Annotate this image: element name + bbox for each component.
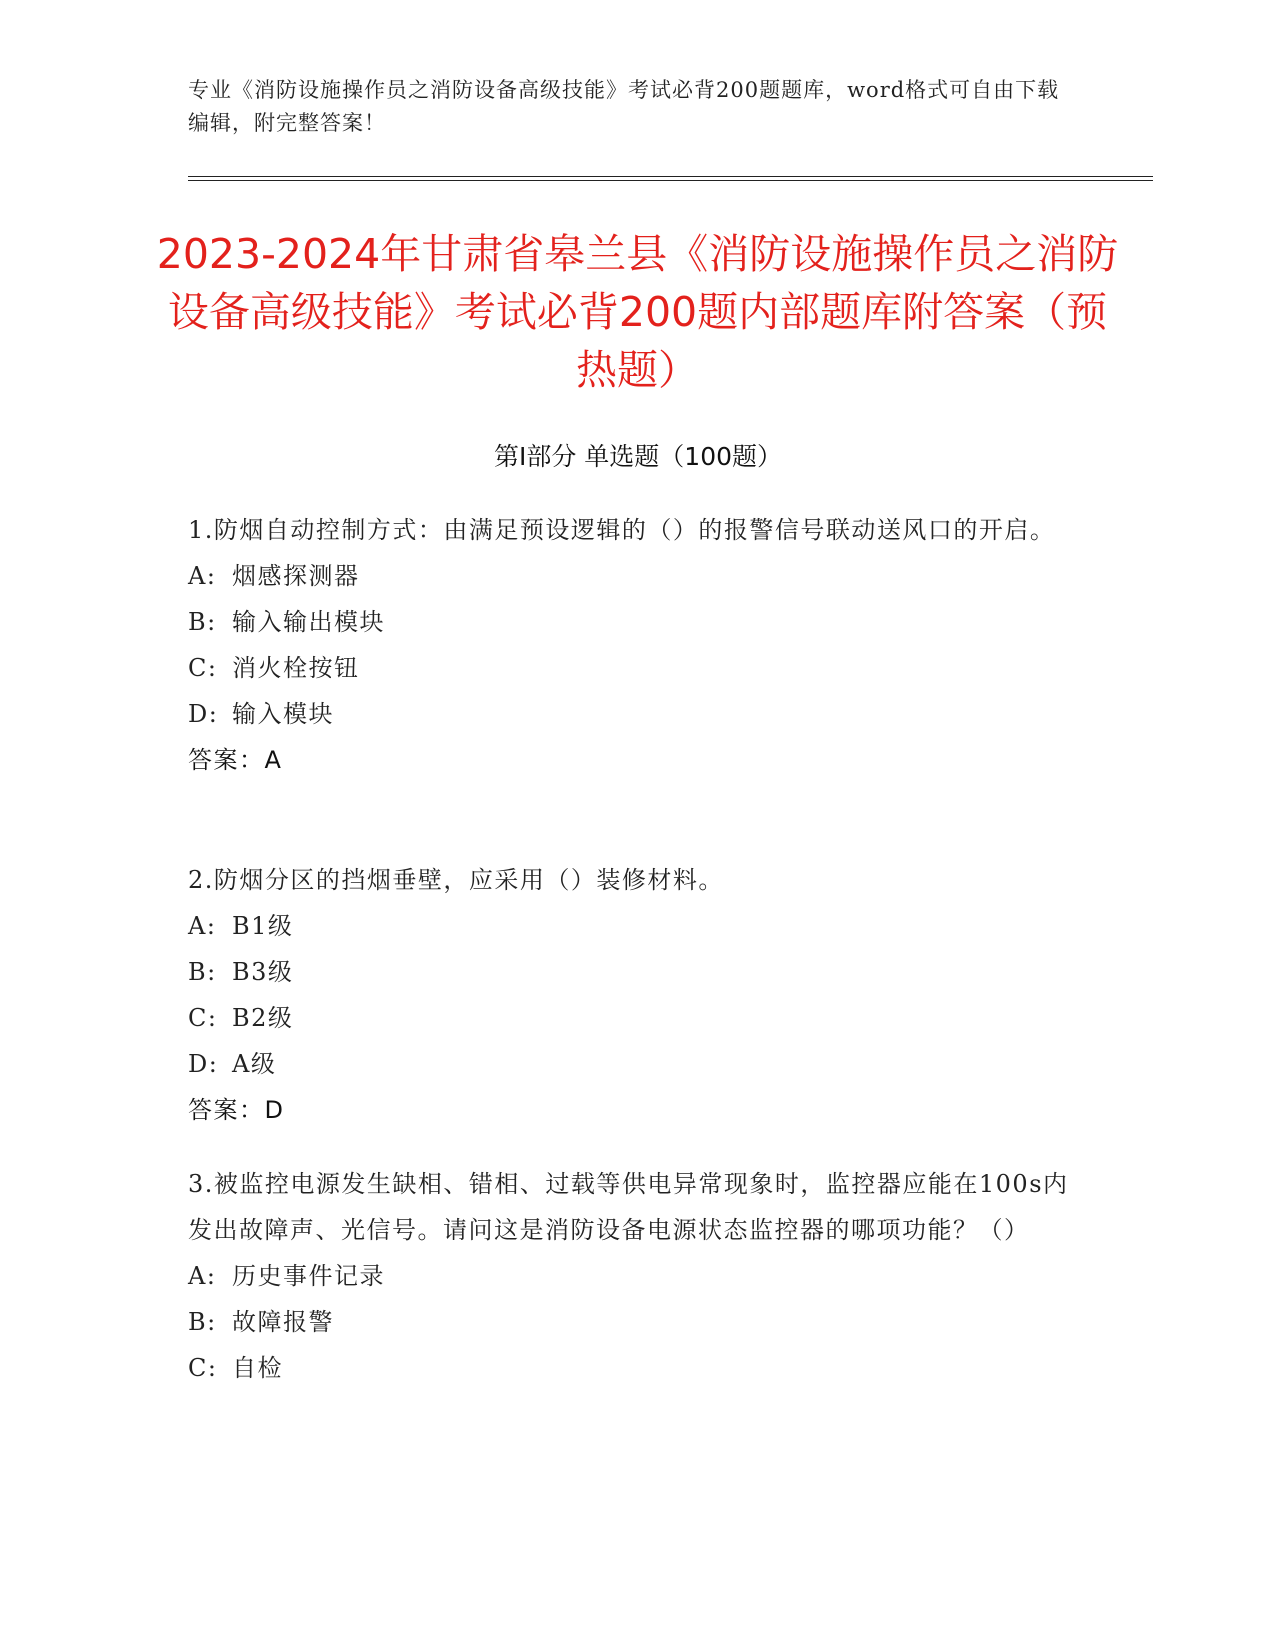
option-text: 输入输出模块 [232, 608, 385, 636]
option-d [188, 1041, 1078, 1087]
option-key: C: [188, 1004, 218, 1032]
option-text: B2级 [232, 1004, 294, 1032]
option-text: 输入模块 [232, 700, 334, 728]
option-key: D: [188, 1050, 219, 1078]
header-divider-bottom [188, 180, 1153, 181]
answer-line [188, 737, 1078, 783]
option-key: B: [188, 1308, 217, 1336]
option-b [188, 1299, 1078, 1345]
option-c [188, 995, 1078, 1041]
option-text: A级 [232, 1050, 277, 1078]
option-text: 消火栓按钮 [232, 654, 360, 682]
question-block-3 [188, 1161, 1078, 1391]
question-stem: 2.防烟分区的挡烟垂壁，应采用（）装修材料。 [188, 866, 724, 894]
section-title: 第I部分 单选题（100题） [493, 442, 783, 471]
option-a [188, 903, 1078, 949]
document-title: 2023-2024年甘肃省皋兰县《消防设施操作员之消防设备高级技能》考试必背200题内部题库附答案（预热题） [156, 230, 1119, 394]
option-c [188, 1345, 1078, 1391]
option-b [188, 599, 1078, 645]
option-text: B1级 [232, 912, 294, 940]
question-block-2 [188, 857, 1078, 1133]
option-key: C: [188, 654, 218, 682]
option-key: B: [188, 958, 217, 986]
question-stem: 1.防烟自动控制方式：由满足预设逻辑的（）的报警信号联动送风口的开启。 [188, 516, 1056, 544]
option-text: 烟感探测器 [232, 562, 360, 590]
option-text: 历史事件记录 [232, 1262, 385, 1290]
answer-label: 答案： [188, 1096, 265, 1124]
option-text: B3级 [232, 958, 294, 986]
option-d [188, 691, 1078, 737]
option-c [188, 645, 1078, 691]
answer-label: 答案： [188, 746, 265, 774]
header-note: 专业《消防设施操作员之消防设备高级技能》考试必背200题题库，word格式可自由下载编辑，附完整答案！ [188, 78, 1060, 135]
question-stem: 3.被监控电源发生缺相、错相、过载等供电异常现象时，监控器应能在100s内发出故障声、光信号。请问这是消防设备电源状态监控器的哪项功能？（） [188, 1170, 1069, 1244]
question-block-1 [188, 507, 1078, 783]
option-key: C: [188, 1354, 218, 1382]
option-a [188, 1253, 1078, 1299]
option-text: 自检 [232, 1354, 283, 1382]
option-key: A: [188, 1262, 217, 1290]
option-key: B: [188, 608, 217, 636]
option-text: 故障报警 [232, 1308, 334, 1336]
answer-line [188, 1087, 1078, 1133]
option-key: D: [188, 700, 219, 728]
option-a [188, 553, 1078, 599]
answer-value: D [264, 1096, 285, 1124]
header-divider-top [188, 176, 1153, 177]
option-key: A: [188, 562, 217, 590]
option-b [188, 949, 1078, 995]
option-key: A: [188, 912, 217, 940]
answer-value: A [264, 746, 283, 774]
